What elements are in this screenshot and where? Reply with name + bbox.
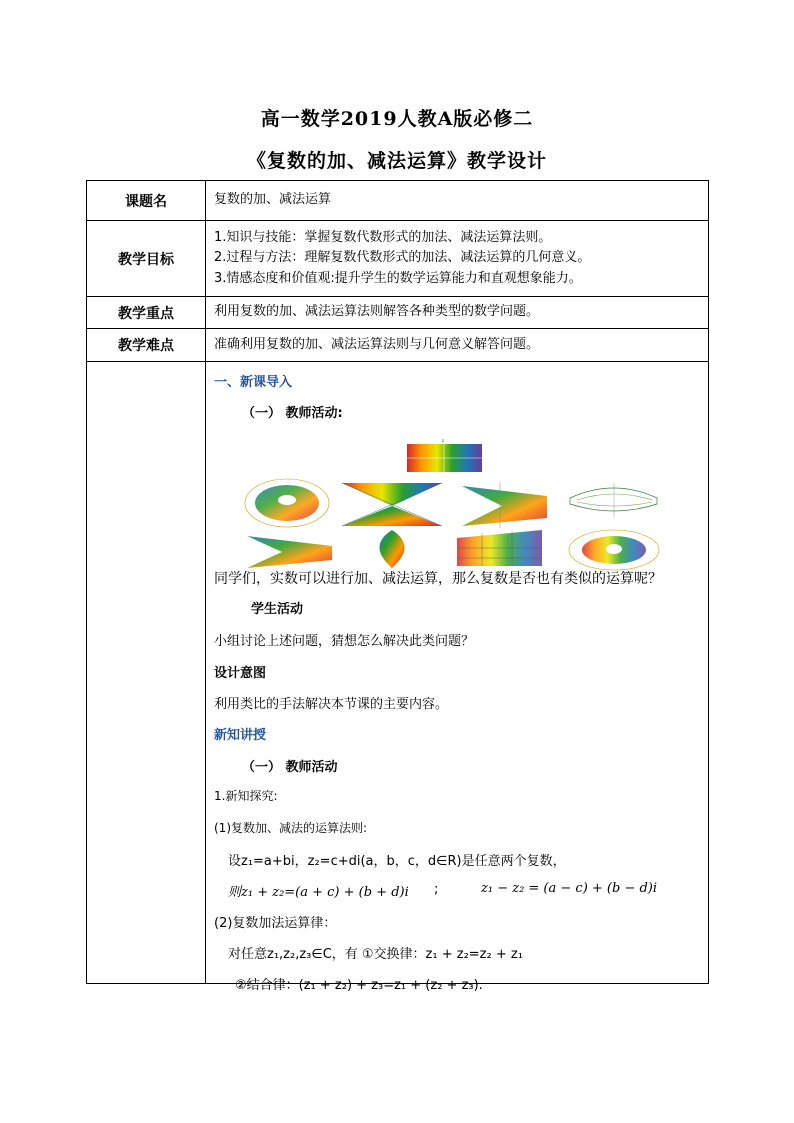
plot-7	[457, 530, 542, 566]
addition-formula: 则z₁ + z₂=(a + c) + (b + d)i	[228, 885, 409, 900]
teacher-activity-heading-2: （一） 教师活动	[242, 760, 338, 775]
difficulty-label: 教学难点	[87, 329, 206, 362]
section-new-knowledge: 新知讲授	[214, 728, 267, 743]
design-intent-text: 利用类比的手法解决本节课的主要内容。	[214, 697, 449, 712]
student-activity-text: 小组讨论上述问题，猜想怎么解决此类问题？	[214, 634, 475, 649]
explore-heading: 1.新知探究:	[214, 789, 278, 803]
plot-1	[245, 479, 329, 527]
goals-label: 教学目标	[87, 221, 206, 297]
lesson-plan-table	[86, 180, 709, 993]
goal-item: 2.过程与方法：理解复数代数形式的加法、减法运算的几何意义。	[214, 250, 591, 266]
key-point-label: 教学重点	[87, 297, 206, 329]
goal-item: 1.知识与技能：掌握复数代数形式的加法、减法运算法则。	[214, 230, 552, 246]
subtraction-formula: z₁ − z₂ = (a − c) + (b − d)i	[481, 881, 658, 896]
svg-text:z: z	[442, 438, 445, 443]
intro-question: 同学们，实数可以进行加、减法运算，那么复数是否也有类似的运算呢？	[214, 571, 662, 587]
rule-definition: 设z₁=a+bi，z₂=c+di(a，b，c，d∈R)是任意两个复数，	[228, 854, 566, 869]
rule-heading: (1)复数加、减法的运算法则:	[214, 821, 368, 835]
complex-function-plots-image	[242, 438, 657, 568]
key-point-value: 利用复数的加、减法运算法则解答各种类型的数学问题。	[206, 297, 709, 329]
goal-item: 3.情感态度和价值观:提升学生的数学运算能力和直观想象能力。	[214, 270, 582, 286]
design-intent-heading: 设计意图	[214, 666, 267, 681]
law-heading: (2)复数加法运算律：	[214, 916, 337, 931]
section-new-lesson-intro: 一、新课导入	[214, 375, 293, 390]
difficulty-value: 准确利用复数的加、减法运算法则与几何意义解答问题。	[206, 329, 709, 362]
teacher-activity-heading: （一） 教师活动:	[242, 406, 343, 421]
student-activity-heading: 学生活动	[251, 602, 304, 617]
formula-separator: ;	[434, 882, 439, 897]
associative-law: ②结合律：(z₁ + z₂) + z₃=z₁ + (z₂ + z₃).	[235, 978, 483, 993]
document-title: 高一数学2019人教A版必修二	[260, 108, 534, 130]
plot-5	[247, 536, 332, 568]
plot-2	[342, 483, 442, 526]
plot-6	[380, 530, 405, 568]
topic-value: 复数的加、减法运算	[206, 181, 709, 221]
commutative-law: 对任意z₁,z₂,z₃∈C，有 ①交换律：z₁ + z₂=z₂ + z₁	[228, 947, 523, 962]
plot-3	[462, 482, 547, 528]
document-subtitle: 《复数的加、减法运算》教学设计	[246, 150, 547, 172]
content-cell	[206, 362, 709, 993]
goals-list	[206, 221, 709, 297]
plot-8	[569, 530, 659, 570]
topic-label: 课题名	[87, 181, 206, 221]
content-label-cell	[87, 362, 206, 984]
plot-4	[570, 483, 657, 518]
